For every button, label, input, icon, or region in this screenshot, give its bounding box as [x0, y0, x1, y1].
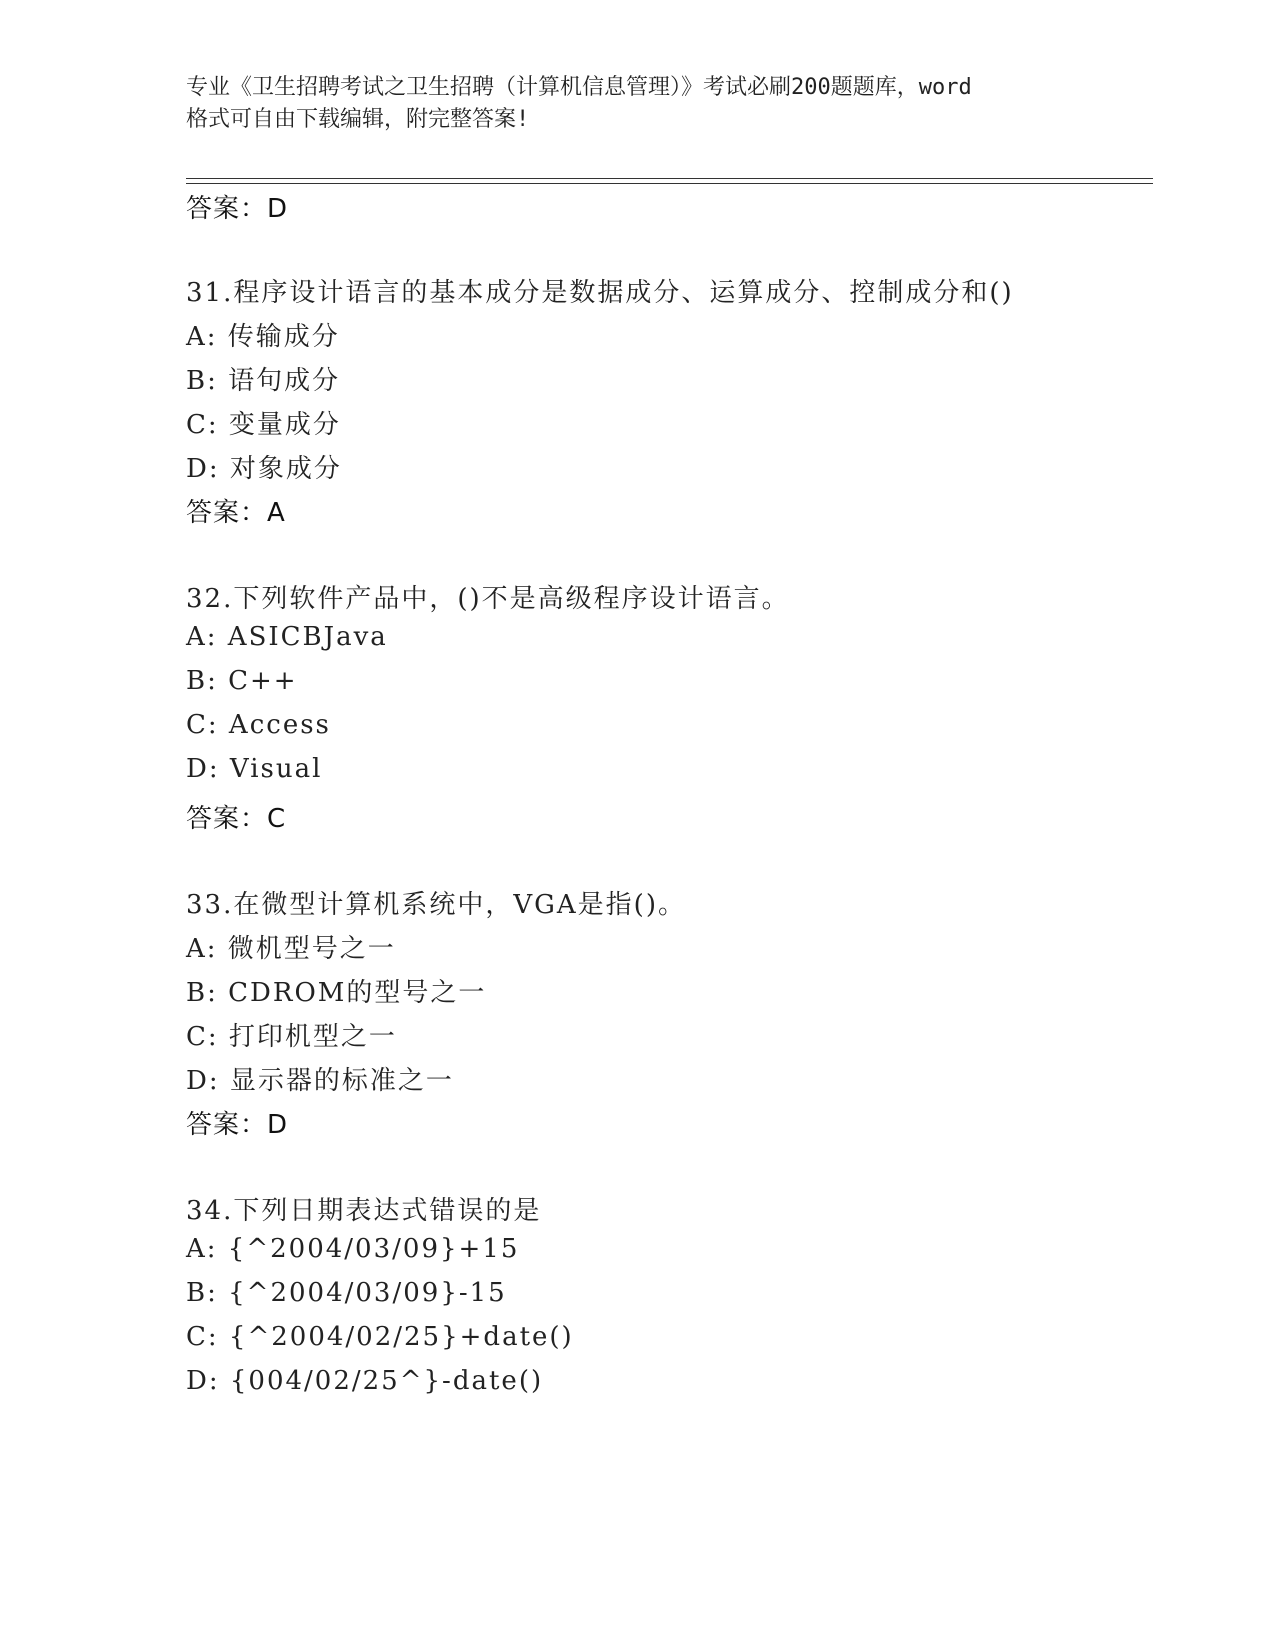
question-stem: 33.在微型计算机系统中，VGA是指()。: [186, 890, 686, 920]
previous-answer: 答案：D: [186, 194, 289, 224]
question-stem: 32.下列软件产品中，()不是高级程序设计语言。: [186, 584, 790, 614]
option-b: B: C++: [186, 666, 298, 696]
option-a: A: ASICBJava: [186, 622, 388, 652]
option-c: C: 变量成分: [186, 410, 341, 440]
document-header: [186, 72, 1086, 136]
option-b: B: {^2004/03/09}-15: [186, 1278, 507, 1308]
option-a: A: {^2004/03/09}+15: [186, 1234, 520, 1264]
question-stem: 31.程序设计语言的基本成分是数据成分、运算成分、控制成分和(): [186, 278, 1014, 308]
option-c: C: {^2004/02/25}+date(): [186, 1322, 574, 1352]
option-d: D: Visual: [186, 754, 323, 784]
option-d: D: 对象成分: [186, 454, 342, 484]
header-divider-top: [186, 178, 1153, 179]
answer: 答案：C: [186, 804, 287, 834]
option-b: B: 语句成分: [186, 366, 341, 396]
answer: 答案：A: [186, 498, 286, 528]
header-divider-bottom: [186, 183, 1153, 184]
option-c: C: Access: [186, 710, 331, 740]
option-a: A: 传输成分: [186, 322, 340, 352]
answer: 答案：D: [186, 1110, 289, 1140]
option-d: D: {004/02/25^}-date(): [186, 1366, 544, 1396]
header-line-2: 格式可自由下载编辑，附完整答案!: [186, 107, 530, 132]
option-c: C: 打印机型之一: [186, 1022, 397, 1052]
option-d: D: 显示器的标准之一: [186, 1066, 454, 1096]
option-a: A: 微机型号之一: [186, 934, 396, 964]
question-stem: 34.下列日期表达式错误的是: [186, 1196, 542, 1226]
header-line-1: 专业《卫生招聘考试之卫生招聘（计算机信息管理）》考试必刷200题题库，word: [186, 75, 972, 100]
option-b: B: CDROM的型号之一: [186, 978, 487, 1008]
